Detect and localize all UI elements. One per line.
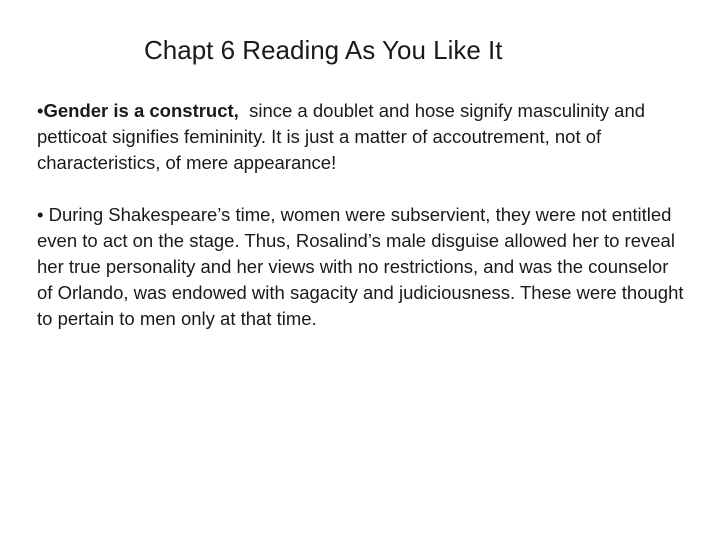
paragraph-text: since a doublet and hose signify masculinity and petticoat signifies femininity. It is just a matter of accoutrement, not of characteristics, of mere appearance! <box>37 100 651 173</box>
paragraph-text: During Shakespeare’s time, women were subservient, they were not entitled even to act on the stage. Thus, Rosalind’s male disguise allowed her to reveal her true personality and her views with no restrictions, and was the counselor of Orlando, was endowed with sagacity and judiciousness. These were thought to pertain to men only at that time. <box>37 204 684 329</box>
bold-lead-text: Gender is a construct, <box>43 100 239 121</box>
slide-body <box>37 98 687 358</box>
bullet-paragraph-2 <box>37 202 687 332</box>
bullet-paragraph-1 <box>37 98 687 176</box>
bullet-mark: • <box>37 204 44 225</box>
bullet-mark: • <box>37 100 44 121</box>
slide-title: Chapt 6 Reading As You Like It <box>144 35 503 65</box>
